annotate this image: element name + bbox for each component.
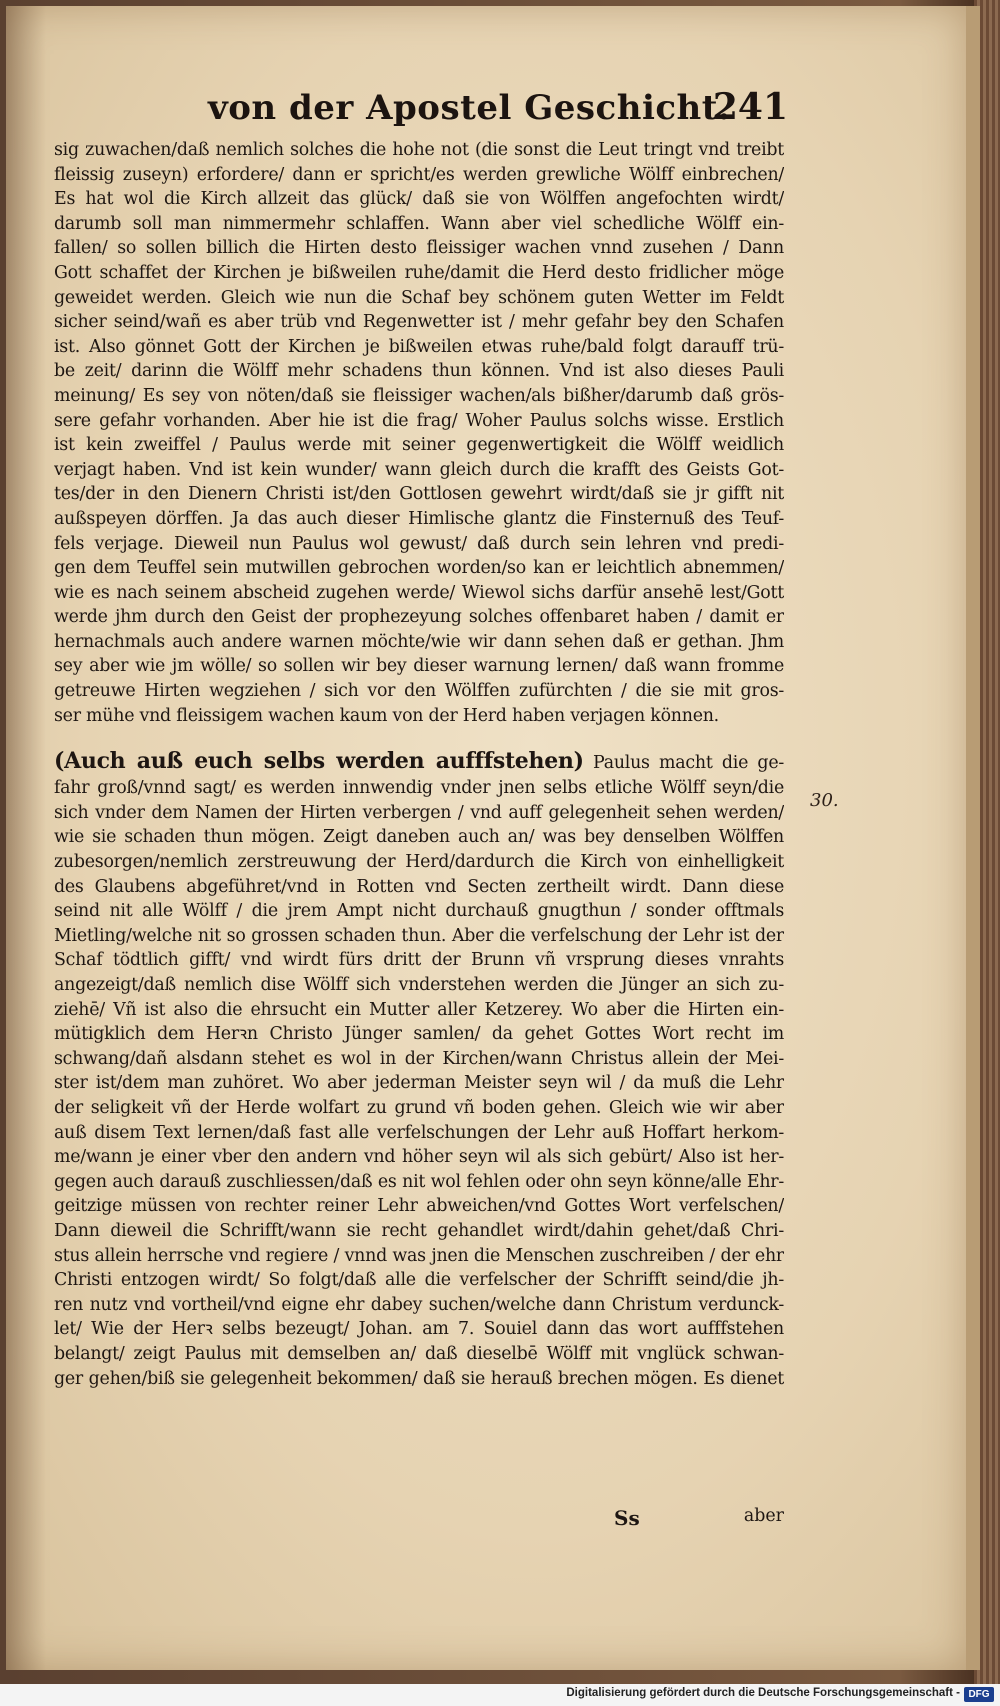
text-line: getreuwe Hirten wegziehen / sich vor den Wölffen zufürchten / die sie mit gros- bbox=[54, 681, 784, 702]
signature-mark: Ss bbox=[614, 1506, 640, 1530]
text-line: sere gefahr vorhanden. Aber hie ist die frag/ Woher Paulus solchs wisse. Erstlich bbox=[54, 410, 784, 431]
text-line: seind nit alle Wölff / die jrem Ampt nicht durchauß gnugthun / sonder offtmals bbox=[54, 901, 784, 922]
dfg-logo-icon: DFG bbox=[964, 1687, 994, 1702]
text-line: gegen auch darauß zuschliessen/daß es nit wol fehlen oder ohn seyn könne/alle Ehr- bbox=[54, 1171, 784, 1192]
text-line: geitzige müssen von rechter reiner Lehr abweichen/vnd Gottes Wort verfelschen/ bbox=[54, 1196, 784, 1217]
lemma-quote: (Auch auß euch selbs werden aufffstehen) bbox=[54, 748, 584, 775]
text-line: belangt/ zeigt Paulus mit demselben an/ daß dieselbē Wölff mit vnglück schwan- bbox=[54, 1343, 784, 1364]
paragraph-gap bbox=[54, 728, 784, 746]
text-line: Es hat wol die Kirch allzeit das glück/ daß sie von Wölffen angefochten wirdt/ bbox=[54, 189, 784, 210]
text-line: stus allein herrsche vnd regiere / vnnd was jnen die Menschen zuschreiben / der ehr bbox=[54, 1245, 784, 1266]
text-line: ster ist/dem man zuhöret. Wo aber jederman Meister seyn wil / da muß die Lehr bbox=[54, 1073, 784, 1094]
digitization-credit-bar bbox=[0, 1684, 1000, 1706]
text-line: ser mühe vnd fleissigem wachen kaum von der Herd haben verjagen können. bbox=[54, 705, 719, 726]
paragraph-2 bbox=[54, 776, 784, 1391]
text-line: ger gehen/biß sie gelegenheit bekommen/ daß sie herauß brechen mögen. Es dienet bbox=[54, 1368, 784, 1389]
text-line: sicher seind/wañ es aber trüb vnd Regenwetter ist / mehr gefahr bey den Schafen bbox=[54, 312, 784, 333]
page-gutter-shadow bbox=[6, 6, 46, 1670]
running-title: von der Apostel Geschicht. bbox=[208, 88, 731, 128]
text-line: wie sie schaden thun mögen. Zeigt daneben auch an/ was bey denselben Wölffen bbox=[54, 827, 784, 848]
text-line: wie es nach seinem abscheid zugehen werde/ Wiewol sichs darfür ansehē lest/Gott bbox=[54, 582, 784, 603]
text-line: Schaf tödtlich gifft/ vnd wirdt fürs dritt der Brunn vñ vrsprung dieses vnrahts bbox=[54, 950, 784, 971]
text-line: Gott schaffet der Kirchen je bißweilen ruhe/damit die Herd desto fridlicher möge bbox=[54, 262, 784, 283]
page-number: 241 bbox=[712, 86, 788, 128]
text-line: be zeit/ darinn die Wölff mehr schadens thun können. Vnd ist also dieses Pauli bbox=[54, 361, 784, 382]
text-line: werde jhm durch den Geist der prophezeyung solches offenbaret haben / damit er bbox=[54, 607, 784, 628]
text-line: darumb soll man nimmermehr schlaffen. Wann aber viel schedliche Wölff ein- bbox=[54, 213, 784, 234]
text-line: fahr groß/vnnd sagt/ es werden innwendig vnder jnen selbs etliche Wölff seyn/die bbox=[54, 778, 784, 799]
text-line: Dann dieweil die Schrifft/wann sie recht gehandlet wirdt/dahin gehet/daß Chri- bbox=[54, 1220, 784, 1241]
text-line: meinung/ Es sey von nöten/daß sie fleissiger wachen/als bißher/darumb daß grös- bbox=[54, 385, 784, 406]
text-line: sig zuwachen/daß nemlich solches die hohe not (die sonst die Leut tringt vnd treibt bbox=[54, 140, 784, 160]
text-line: ren nutz vnd vortheil/vnd eigne ehr dabey suchen/welche dann Christum verdunck- bbox=[54, 1294, 784, 1315]
text-line: angezeigt/daß nemlich dise Wölff sich vnderstehen werden die Jünger an sich zu- bbox=[54, 975, 784, 995]
text-line: hernachmals auch andere warnen möchte/wie wir dann sehen daß er gethan. Jhm bbox=[54, 631, 784, 652]
text-line: fleissig zuseyn) erfordere/ dann er spricht/es werden grewliche Wölff einbrechen/ bbox=[54, 164, 784, 185]
catchword: aber bbox=[743, 1506, 784, 1526]
text-line: ist kein zweiffel / Paulus werde mit seiner gegenwertigkeit die Wölff weidlich bbox=[54, 435, 784, 456]
text-line: schwang/dañ alsdann stehet es wol in der Kirchen/wann Christus allein der Mei- bbox=[54, 1048, 784, 1069]
text-line: verjagt haben. Vnd ist kein wunder/ wann gleich durch die krafft des Geists Got- bbox=[54, 459, 784, 480]
text-line: gen dem Teuffel sein mutwillen gebrochen worden/so kan er leichtlich abnemmen/ bbox=[54, 558, 784, 579]
text-line: geweidet werden. Gleich wie nun die Schaf bey schönem guten Wetter im Feldt bbox=[54, 287, 784, 308]
text-line: me/wann je einer vber den andern vnd höher seyn wil als sich gebürt/ Also ist her- bbox=[54, 1147, 784, 1168]
paragraph-1 bbox=[54, 138, 784, 728]
text-line: ziehē/ Vñ ist also die ehrsucht ein Mutter aller Ketzerey. Wo aber die Hirten ein- bbox=[54, 999, 784, 1020]
lemma-line bbox=[54, 746, 784, 776]
text-line: fels verjage. Dieweil nun Paulus wol gewust/ daß durch sein lehren vnd predi- bbox=[54, 533, 784, 554]
margin-verse-number: 30. bbox=[810, 790, 839, 811]
text-line: sich vnder dem Namen der Hirten verbergen / vnd auff gelegenheit sehen werden/ bbox=[54, 802, 784, 823]
digitization-credit: Digitalisierung gefördert durch die Deutsche Forschungsgemeinschaft - bbox=[566, 1687, 960, 1699]
main-text bbox=[54, 138, 784, 1391]
lemma-rest: Paulus macht die ge- bbox=[593, 753, 784, 774]
page-header bbox=[208, 88, 788, 134]
text-line: let/ Wie der Herꝛ selbs bezeugt/ Johan. am 7. Souiel dann das wort aufffstehen bbox=[54, 1319, 784, 1340]
text-line: zubesorgen/nemlich zerstreuwung der Herd/dardurch die Kirch von einhelligkeit bbox=[54, 852, 784, 873]
text-line: auß disem Text lernen/daß fast alle verfelschungen der Lehr auß Hoffart herkom- bbox=[54, 1122, 784, 1143]
text-line: mütigklich dem Herꝛn Christo Jünger samlen/ da gehet Gottes Wort recht im bbox=[54, 1024, 784, 1045]
text-line: sey aber wie jm wölle/ so sollen wir bey dieser warnung lernen/ daß wann fromme bbox=[54, 656, 784, 677]
text-line: der seligkeit vñ der Herde wolfart zu grund vñ boden gehen. Gleich wie wir aber bbox=[54, 1097, 784, 1118]
text-line: tes/der in den Dienern Christi ist/den Gottlosen gewehrt wirdt/daß sie jr gifft nit bbox=[54, 484, 784, 505]
text-line: Christi entzogen wirdt/ So folgt/daß alle die verfelscher der Schrifft seind/die jh- bbox=[54, 1270, 784, 1291]
text-line: ist. Also gönnet Gott der Kirchen je bißweilen etwas ruhe/bald folgt darauff trü- bbox=[54, 336, 784, 357]
page-footer bbox=[54, 1506, 784, 1534]
text-line: Mietling/welche nit so grossen schaden thun. Aber die verfelschung der Lehr ist der bbox=[54, 925, 784, 946]
text-line: fallen/ so sollen billich die Hirten desto fleissiger wachen vnnd zusehen / Dann bbox=[54, 238, 784, 259]
text-line: des Glaubens abgeführet/vnd in Rotten vnd Secten zertheilt wirdt. Dann diese bbox=[54, 876, 784, 897]
text-line: außspeyen dörffen. Ja das auch dieser Himlische glantz die Finsternuß des Teuf- bbox=[54, 508, 784, 529]
